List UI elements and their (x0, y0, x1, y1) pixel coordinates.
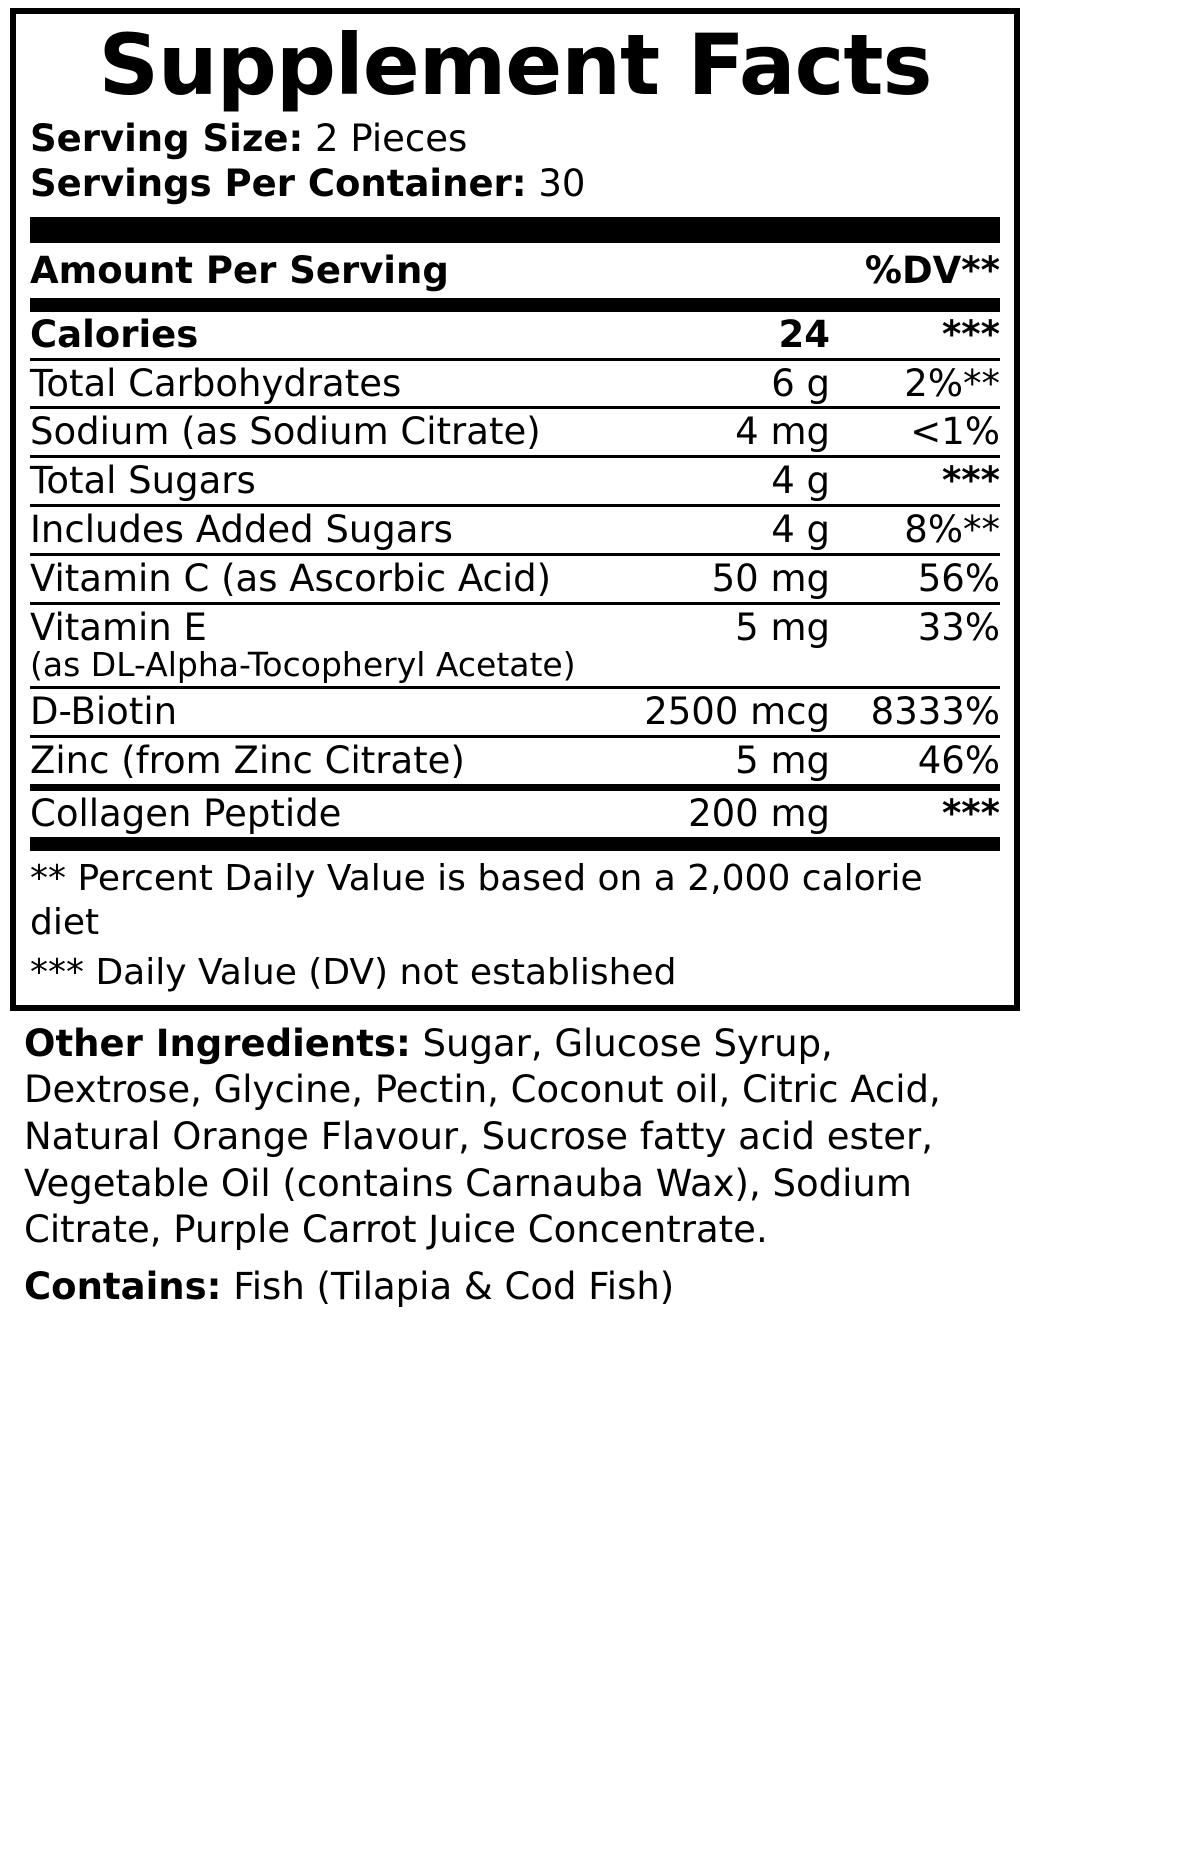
nutrient-amount: 4 g (627, 506, 830, 555)
serving-size-line (30, 116, 1000, 161)
supplement-facts-label (10, 8, 1020, 1310)
serving-size-value: 2 Pieces (315, 117, 468, 161)
nutrient-name: Total Carbohydrates (30, 359, 627, 408)
nutrient-dv: *** (941, 792, 1000, 836)
daily-value-header: %DV** (864, 248, 1000, 292)
nutrient-name: Collagen Peptide (30, 792, 342, 836)
table-row-vitamin-c (30, 555, 1000, 604)
nutrient-name-second-line: (as DL-Alpha-Tocopheryl Acetate) (30, 645, 576, 685)
table-row-d-biotin (30, 688, 1000, 737)
table-row-total-sugars (30, 457, 1000, 506)
serving-size-label: Serving Size: (30, 117, 304, 161)
other-ingredients-block (24, 1021, 1014, 1254)
nutrient-name: Zinc (from Zinc Citrate) (30, 739, 465, 783)
divider-thick-top (30, 217, 1000, 243)
nutrient-dv: 46% (917, 739, 1000, 783)
nutrient-amount: 4 mg (627, 408, 830, 457)
other-ingredients-text: Sugar, Glucose Syrup, Dextrose, Glycine, Pectin, Coconut oil, Citric Acid, Natural Orange Flavour, Sucrose fatty acid ester, Vegetable Oil (contains Carnauba Wax), Sodium Citrate, Purple Carrot Juice Concentrate. (24, 1021, 941, 1252)
other-ingredients-label: Other Ingredients: (24, 1021, 411, 1065)
contains-label: Contains: (24, 1264, 222, 1308)
nutrient-amount: 5 mg (735, 739, 830, 783)
nutrients-table (30, 312, 1000, 785)
page-title: Supplement Facts (98, 16, 932, 114)
nutrient-amount: 24 (627, 312, 830, 359)
table-row-zinc (30, 737, 1000, 784)
nutrient-dv: 33% (830, 604, 1000, 688)
servings-per-container-line (30, 161, 1000, 206)
nutrient-dv: *** (830, 312, 1000, 359)
nutrient-dv: 8%** (830, 506, 1000, 555)
contains-block (24, 1264, 1014, 1311)
nutrient-amount: 2500 mcg (627, 688, 830, 737)
divider-medium-bottom (30, 837, 1000, 851)
nutrient-dv: *** (830, 457, 1000, 506)
collagen-table (30, 791, 1000, 837)
nutrient-name: Sodium (as Sodium Citrate) (30, 408, 627, 457)
divider-medium (30, 298, 1000, 312)
nutrient-amount: 4 g (627, 457, 830, 506)
nutrient-name: Vitamin E (30, 606, 207, 650)
footnote-dv-not-established: *** Daily Value (DV) not established (30, 951, 677, 993)
nutrient-amount: 200 mg (688, 792, 830, 836)
nutrient-amount: 50 mg (627, 555, 830, 604)
contains-text: Fish (Tilapia & Cod Fish) (233, 1264, 675, 1308)
footnote-daily-value-basis: ** Percent Daily Value is based on a 2,000 calorie diet (30, 858, 923, 943)
servings-per-container-value: 30 (538, 162, 586, 206)
nutrient-name: Calories (30, 312, 627, 359)
table-row-total-carbohydrates (30, 359, 1000, 408)
nutrient-name: Vitamin C (as Ascorbic Acid) (30, 555, 627, 604)
supplement-facts-panel (10, 8, 1020, 1011)
table-row-calories (30, 312, 1000, 359)
nutrient-dv: 2%** (830, 359, 1000, 408)
amount-per-serving-header: Amount Per Serving (30, 248, 449, 292)
nutrient-dv: 56% (830, 555, 1000, 604)
table-row-vitamin-e (30, 604, 1000, 688)
servings-per-container-label: Servings Per Container: (30, 162, 527, 206)
table-row-sodium (30, 408, 1000, 457)
nutrient-amount: 5 mg (627, 604, 830, 688)
nutrient-dv: 8333% (830, 688, 1000, 737)
nutrient-name: Total Sugars (30, 457, 627, 506)
divider-thin-above-collagen (30, 784, 1000, 791)
table-row-added-sugars (30, 506, 1000, 555)
nutrient-dv: <1% (830, 408, 1000, 457)
table-row-collagen-peptide (30, 791, 1000, 837)
amount-per-serving-header-row (30, 243, 1000, 298)
nutrient-amount: 6 g (627, 359, 830, 408)
nutrient-name: D-Biotin (30, 688, 627, 737)
nutrient-name: Includes Added Sugars (30, 506, 627, 555)
